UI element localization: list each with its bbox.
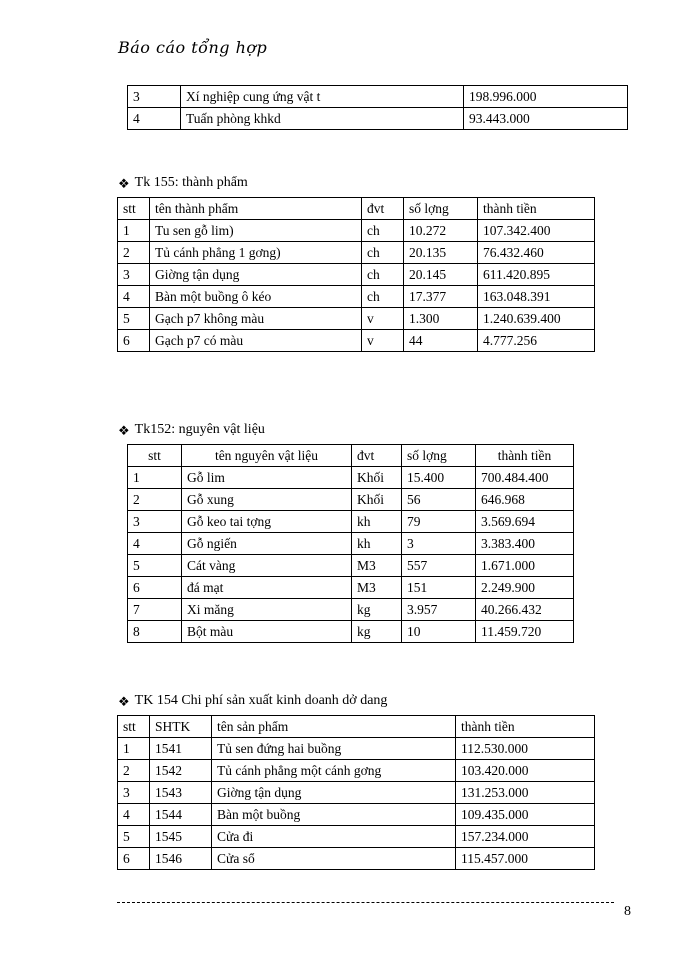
table-cell: 4.777.256 [478, 330, 595, 352]
diamond-bullet-icon: ❖ [118, 693, 130, 709]
table-cell: Cửa sổ [212, 848, 456, 870]
table-cell: 700.484.400 [476, 467, 574, 489]
column-header: thành tiền [476, 445, 574, 467]
table-row [118, 220, 595, 242]
table-cell: 3 [128, 511, 182, 533]
table-cell: 79 [402, 511, 476, 533]
section-title-text: Tk152: nguyên vật liệu [134, 422, 265, 437]
diamond-bullet-icon: ❖ [118, 422, 130, 438]
column-header: stt [118, 716, 150, 738]
table-cell: 11.459.720 [476, 621, 574, 643]
column-header: SHTK [150, 716, 212, 738]
table-row [118, 286, 595, 308]
table-cell: 20.135 [404, 242, 478, 264]
table-cell: 3.957 [402, 599, 476, 621]
table-cell: Bàn một buồng [212, 804, 456, 826]
table-cell: 8 [128, 621, 182, 643]
table-cell: 1.300 [404, 308, 478, 330]
table-row [128, 489, 574, 511]
footer-divider [117, 902, 614, 903]
table-cell: 115.457.000 [456, 848, 595, 870]
table-cell: 56 [402, 489, 476, 511]
table-cell: 1 [118, 738, 150, 760]
table-header-row [118, 716, 595, 738]
table-cell: Bột màu [182, 621, 352, 643]
table-cell: đá mạt [182, 577, 352, 599]
section-title-text: Tk 155: thành phẩm [134, 175, 248, 190]
table-row [118, 308, 595, 330]
table-row [128, 599, 574, 621]
table-cell: Giờng tận dụng [212, 782, 456, 804]
table-cell: kh [352, 533, 402, 555]
table-cell: 198.996.000 [464, 86, 628, 108]
table-cell: 40.266.432 [476, 599, 574, 621]
table-cell: 646.968 [476, 489, 574, 511]
table-cell: Gạch p7 có màu [150, 330, 362, 352]
table-row [128, 621, 574, 643]
table-cell: Gỗ xung [182, 489, 352, 511]
table-cell: 44 [404, 330, 478, 352]
column-header: số lợng [402, 445, 476, 467]
table-cell: ch [362, 220, 404, 242]
table-cell: 1545 [150, 826, 212, 848]
table-cell: 107.342.400 [478, 220, 595, 242]
table-cell: ch [362, 286, 404, 308]
table-cell: Gạch p7 không màu [150, 308, 362, 330]
table-cell: 1543 [150, 782, 212, 804]
table-cell: 3 [118, 782, 150, 804]
table-cell: Tuấn phòng khkd [181, 108, 464, 130]
table-cell: kg [352, 599, 402, 621]
table-cell: 4 [128, 108, 181, 130]
table-row [128, 86, 628, 108]
table-cell: Gỗ lim [182, 467, 352, 489]
table-cell: Giờng tận dụng [150, 264, 362, 286]
table-header-row [118, 198, 595, 220]
table-cell: Tu sen gỗ lim) [150, 220, 362, 242]
table-row [118, 826, 595, 848]
table-cell: 2 [118, 242, 150, 264]
table-cell: Gỗ keo tai tợng [182, 511, 352, 533]
table-cell: 15.400 [402, 467, 476, 489]
table-cell: 112.530.000 [456, 738, 595, 760]
column-header: thành tiền [456, 716, 595, 738]
table-row [128, 555, 574, 577]
table-cell: 7 [128, 599, 182, 621]
page-number: 8 [624, 904, 631, 919]
table-cell: Cát vàng [182, 555, 352, 577]
table-cell: ch [362, 242, 404, 264]
table-row [128, 467, 574, 489]
table-cell: v [362, 308, 404, 330]
table-tk155 [117, 197, 595, 352]
table-cell: 4 [128, 533, 182, 555]
table-cell: Khối [352, 467, 402, 489]
table-cell: 3 [118, 264, 150, 286]
table-row [118, 848, 595, 870]
column-header: đvt [362, 198, 404, 220]
column-header: stt [128, 445, 182, 467]
column-header: stt [118, 198, 150, 220]
table-row [118, 804, 595, 826]
table-cell: 3.569.694 [476, 511, 574, 533]
section-title-tk155 [118, 175, 248, 191]
table-cell: M3 [352, 577, 402, 599]
table-cell: 20.145 [404, 264, 478, 286]
table-cell: 151 [402, 577, 476, 599]
column-header: thành tiền [478, 198, 595, 220]
table-cell: 4 [118, 286, 150, 308]
page-header-title: Báo cáo tổng hợp [118, 38, 268, 57]
table-cell: 131.253.000 [456, 782, 595, 804]
table-cell: 1 [118, 220, 150, 242]
table-top [127, 85, 628, 130]
table-header-row [128, 445, 574, 467]
table-cell: 93.443.000 [464, 108, 628, 130]
section-title-tk154 [118, 693, 387, 709]
table-cell: 611.420.895 [478, 264, 595, 286]
table-cell: 1.240.639.400 [478, 308, 595, 330]
table-cell: 10.272 [404, 220, 478, 242]
column-header: tên sản phẩm [212, 716, 456, 738]
table-cell: 557 [402, 555, 476, 577]
table-cell: 3 [402, 533, 476, 555]
table-row [118, 242, 595, 264]
table-row [118, 330, 595, 352]
table-row [118, 264, 595, 286]
table-cell: 1544 [150, 804, 212, 826]
table-cell: Cửa đi [212, 826, 456, 848]
table-cell: 1541 [150, 738, 212, 760]
table-cell: 1542 [150, 760, 212, 782]
table-cell: 3 [128, 86, 181, 108]
table-row [128, 511, 574, 533]
table-cell: 103.420.000 [456, 760, 595, 782]
table-row [128, 108, 628, 130]
table-cell: Bàn một buồng ô kéo [150, 286, 362, 308]
table-cell: ch [362, 264, 404, 286]
table-row [128, 577, 574, 599]
table-row [118, 760, 595, 782]
column-header: số lợng [404, 198, 478, 220]
table-cell: 1.671.000 [476, 555, 574, 577]
table-cell: 4 [118, 804, 150, 826]
table-cell: Tủ cánh phẳng một cánh gơng [212, 760, 456, 782]
table-cell: 1 [128, 467, 182, 489]
table-cell: 10 [402, 621, 476, 643]
section-title-text: TK 154 Chi phí sản xuất kinh doanh dở dang [134, 693, 388, 708]
diamond-bullet-icon: ❖ [118, 175, 130, 191]
table-cell: 6 [118, 848, 150, 870]
table-cell: 5 [118, 826, 150, 848]
table-cell: kh [352, 511, 402, 533]
table-row [118, 738, 595, 760]
table-cell: Khối [352, 489, 402, 511]
table-cell: Xí nghiệp cung ứng vật t [181, 86, 464, 108]
table-cell: 109.435.000 [456, 804, 595, 826]
table-tk152 [127, 444, 574, 643]
table-cell: Tủ cánh phẳng 1 gơng) [150, 242, 362, 264]
table-cell: 1546 [150, 848, 212, 870]
table-cell: 3.383.400 [476, 533, 574, 555]
table-cell: M3 [352, 555, 402, 577]
table-cell: v [362, 330, 404, 352]
column-header: tên thành phẩm [150, 198, 362, 220]
table-row [128, 533, 574, 555]
table-cell: 17.377 [404, 286, 478, 308]
table-cell: 6 [128, 577, 182, 599]
section-title-tk152 [118, 422, 265, 438]
table-cell: 2.249.900 [476, 577, 574, 599]
table-cell: 5 [118, 308, 150, 330]
table-row [118, 782, 595, 804]
table-cell: 6 [118, 330, 150, 352]
table-cell: 2 [128, 489, 182, 511]
table-cell: kg [352, 621, 402, 643]
table-cell: 5 [128, 555, 182, 577]
table-cell: Tủ sen đứng hai buồng [212, 738, 456, 760]
table-cell: 2 [118, 760, 150, 782]
table-cell: Gỗ ngiến [182, 533, 352, 555]
table-cell: 76.432.460 [478, 242, 595, 264]
table-tk154 [117, 715, 595, 870]
table-cell: Xi măng [182, 599, 352, 621]
table-cell: 157.234.000 [456, 826, 595, 848]
column-header: đvt [352, 445, 402, 467]
table-cell: 163.048.391 [478, 286, 595, 308]
column-header: tên nguyên vật liệu [182, 445, 352, 467]
